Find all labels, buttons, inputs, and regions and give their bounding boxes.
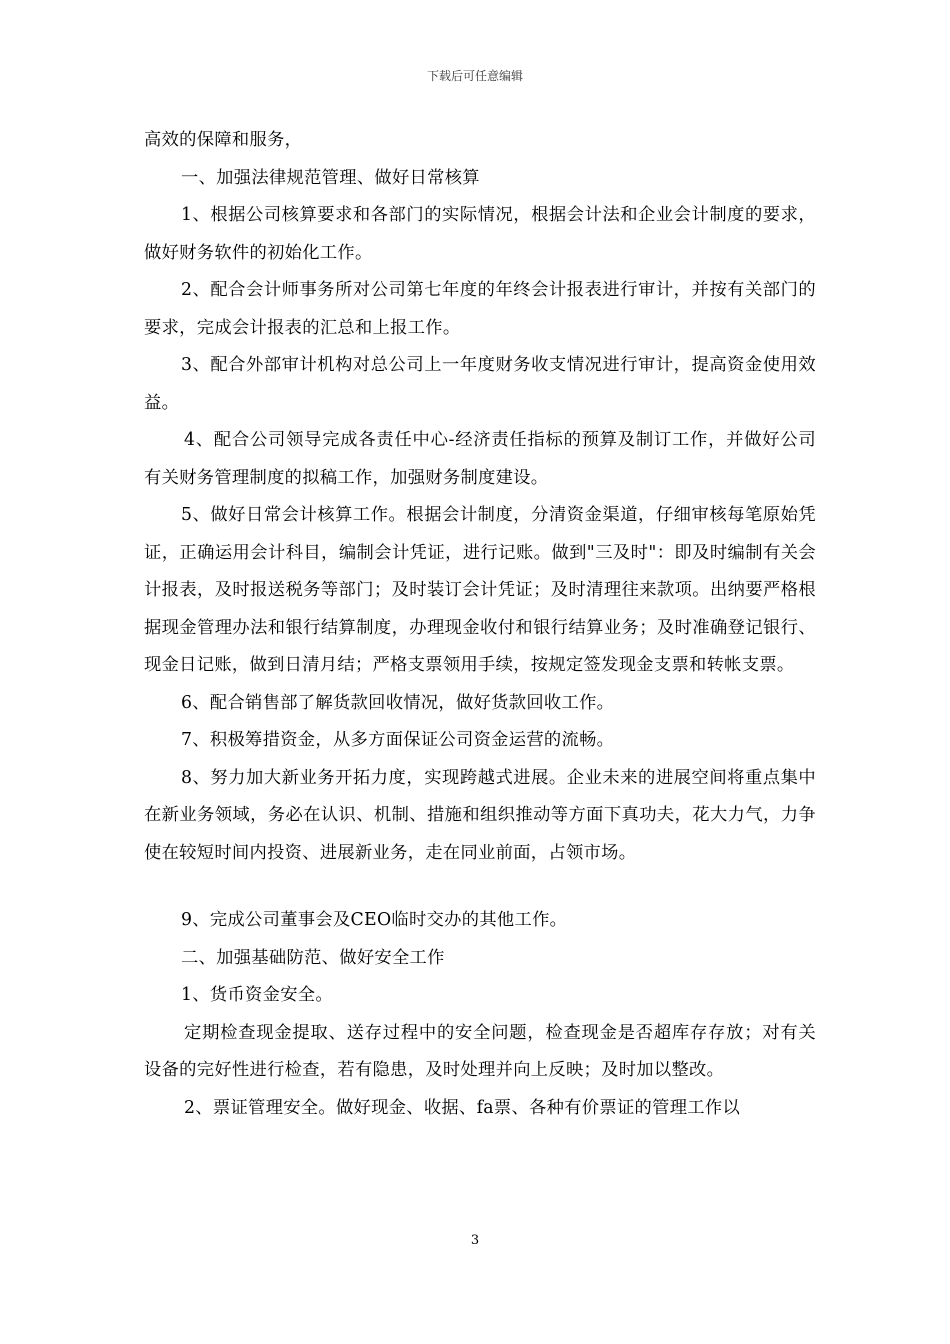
paragraph-spacer: [144, 872, 816, 902]
paragraph: 4、配合公司领导完成各责任中心-经济责任指标的预算及制订工作，并做好公司有关财务管理制度的拟稿工作，加强财务制度建设。: [144, 430, 816, 488]
paragraph: 1、根据公司核算要求和各部门的实际情况，根据会计法和企业会计制度的要求，做好财务软件的初始化工作。: [144, 205, 816, 263]
document-body: [144, 122, 816, 1127]
paragraph: 7、积极筹措资金，从多方面保证公司资金运营的流畅。: [181, 730, 615, 750]
paragraph: 8、努力加大新业务开拓力度，实现跨越式进展。企业未来的进展空间将重点集中在新业务领域，务必在认识、机制、措施和组织推动等方面下真功夫，花大力气，力争使在较短时间内投资、进展新业务，走在同业前面，占领市场。: [144, 767, 816, 863]
paragraph: 高效的保障和服务，: [144, 130, 303, 150]
paragraph: 3、配合外部审计机构对总公司上一年度财务收支情况进行审计，提高资金使用效益。: [144, 355, 816, 413]
paragraph: 定期检查现金提取、送存过程中的安全问题，检查现金是否超库存存放；对有关设备的完好性进行检查，若有隐患，及时处理并向上反映；及时加以整改。: [144, 1022, 816, 1080]
section-heading: 一、加强法律规范管理、做好日常核算: [181, 167, 480, 188]
paragraph: 2、配合会计师事务所对公司第七年度的年终会计报表进行审计，并按有关部门的要求，完成会计报表的汇总和上报工作。: [144, 280, 816, 338]
paragraph: 5、做好日常会计核算工作。根据会计制度，分清资金渠道，仔细审核每笔原始凭证，正确运用会计科目，编制会计凭证，进行记账。做到"三及时"：即及时编制有关会计报表，及时报送税务等部门；及时装订会计凭证；及时清理往来款项。出纳要严格根据现金管理办法和银行结算制度，办理现金收付和银行结算业务；及时准确登记银行、现金日记账，做到日清月结；严格支票领用手续，按规定签发现金支票和转帐支票。: [144, 505, 816, 675]
paragraph: 2、票证管理安全。做好现金、收据、fa票、各种有价票证的管理工作以: [184, 1097, 741, 1118]
section-heading: 二、加强基础防范、做好安全工作: [181, 947, 445, 968]
page-number: 3: [470, 1233, 480, 1248]
paragraph: 9、完成公司董事会及CEO临时交办的其他工作。: [181, 910, 568, 930]
page-header: 下载后可任意编辑: [426, 69, 523, 83]
paragraph: 6、配合销售部了解货款回收情况，做好货款回收工作。: [181, 692, 615, 713]
paragraph: 1、货币资金安全。: [181, 985, 333, 1005]
